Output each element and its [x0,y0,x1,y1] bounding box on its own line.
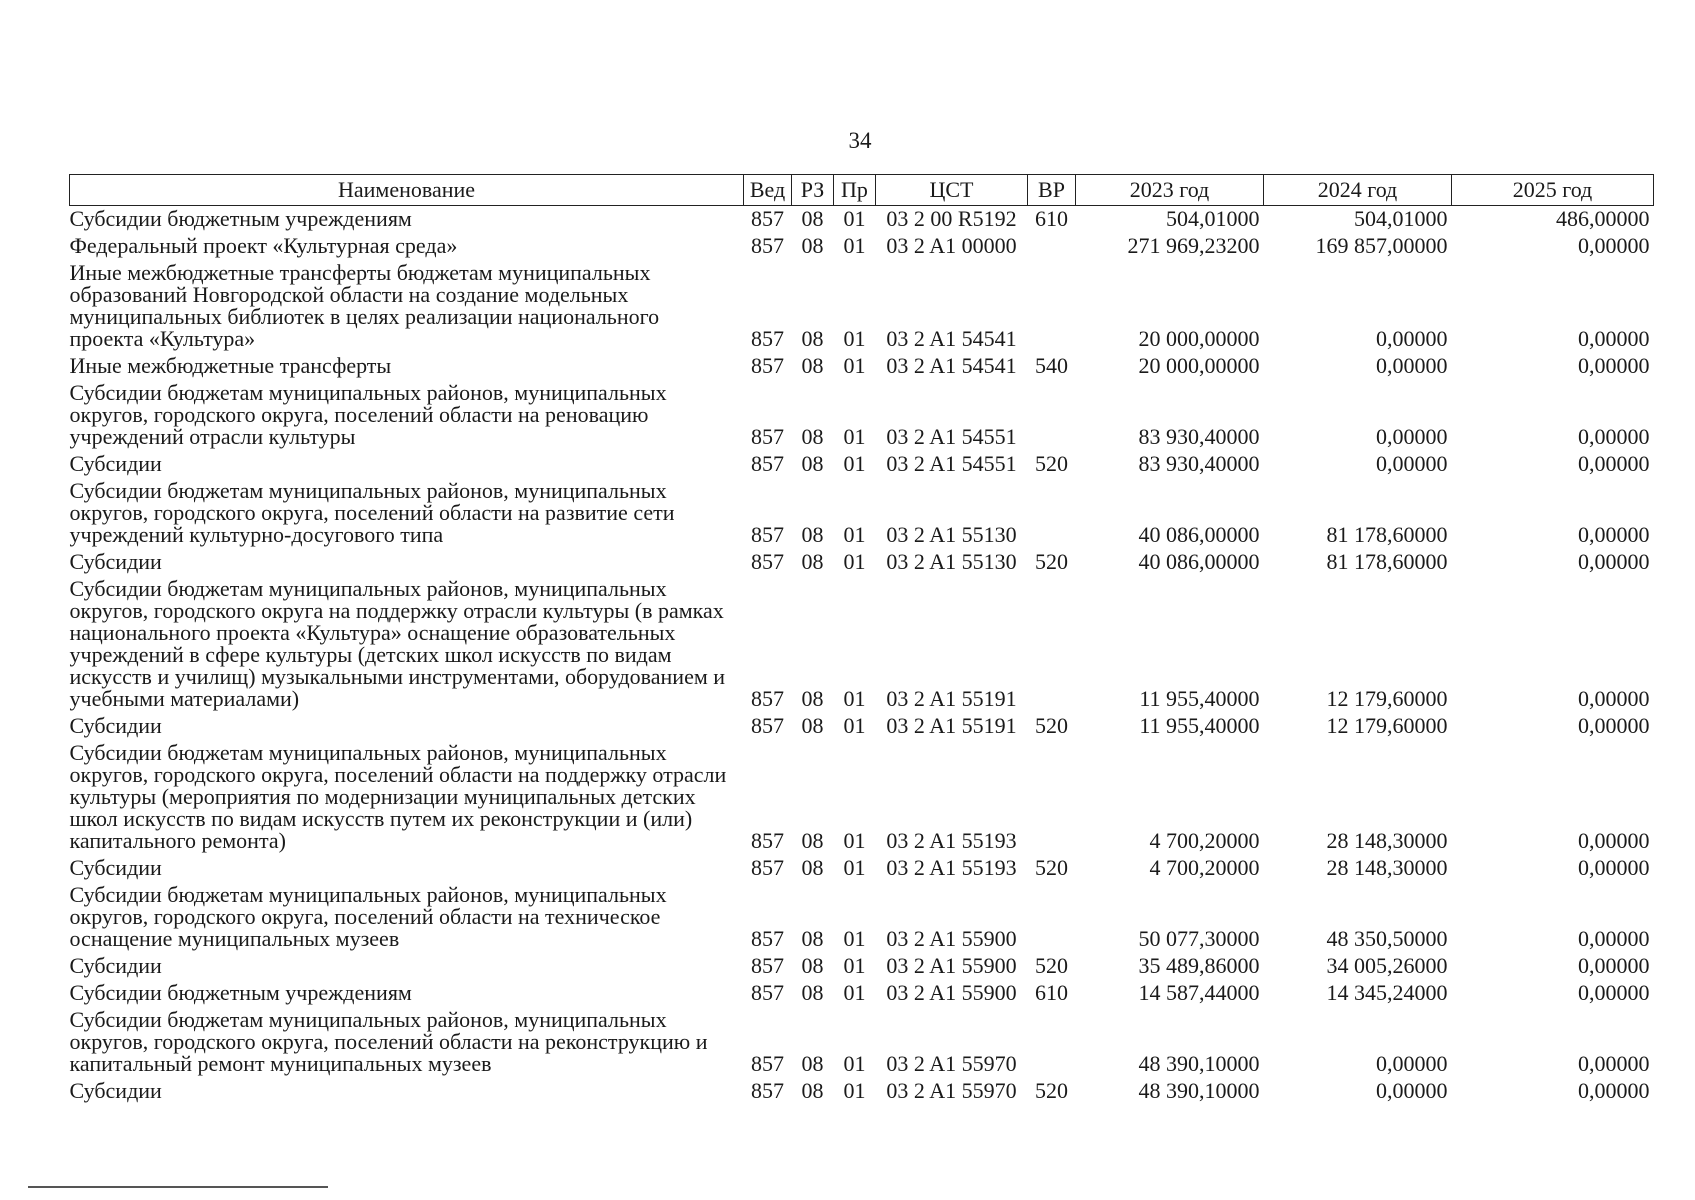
cell-name: Субсидии [69,855,162,880]
cell-2023: 20 000,00000 [1138,326,1260,351]
cell-2023: 504,01000 [1166,206,1260,231]
cell-pr: 01 [843,206,866,231]
table-row [70,980,1654,1007]
table-row [70,855,1654,882]
cell-name: Субсидии [69,1078,162,1103]
cell-pr: 01 [843,713,866,738]
cell-name: Субсидии [69,713,162,738]
header-2023: 2023 год [1076,175,1264,206]
cell-ved: 857 [751,549,784,574]
cell-name: Субсидии бюджетам муниципальных районов, муниципальных округов, городского округа, поселений области на поддержку отрасли культуры (мероприятия по модернизации муниципальных детских школ искусств по видам искусств путем их реконструкции и (или) капитального ремонта) [69,740,727,853]
cell-2024: 48 350,50000 [1326,926,1448,951]
cell-rz: 08 [801,424,824,449]
table-body [70,206,1654,1106]
cell-2023: 83 930,40000 [1138,451,1260,476]
cell-2024: 504,01000 [1354,206,1448,231]
cell-ved: 857 [751,1051,784,1076]
cell-rz: 08 [801,686,824,711]
cell-vr: 520 [1035,953,1068,978]
header-name: Наименование [70,175,744,206]
cell-name: Субсидии [69,549,162,574]
table-row [70,1007,1654,1078]
cell-vr: 520 [1035,1078,1068,1103]
table-row [70,451,1654,478]
table-row [70,206,1654,234]
cell-2024: 28 148,30000 [1326,828,1448,853]
cell-2025: 0,00000 [1578,353,1650,378]
cell-cst: 03 2 A1 00000 [886,233,1017,258]
header-2025: 2025 год [1452,175,1654,206]
cell-cst: 03 2 A1 55900 [886,953,1017,978]
cell-2024: 81 178,60000 [1326,549,1448,574]
cell-name: Субсидии бюджетам муниципальных районов, муниципальных округов, городского округа, поселений области на реконструкцию и капитальный ремонт муниципальных музеев [69,1007,708,1076]
cell-2025: 0,00000 [1578,980,1650,1005]
cell-rz: 08 [801,206,824,231]
cell-pr: 01 [843,326,866,351]
cell-rz: 08 [801,1051,824,1076]
table-row [70,260,1654,353]
cell-2025: 0,00000 [1578,713,1650,738]
cell-cst: 03 2 A1 55191 [886,713,1017,738]
cell-ved: 857 [751,980,784,1005]
cell-cst: 03 2 A1 55900 [886,980,1017,1005]
cell-2025: 0,00000 [1578,855,1650,880]
cell-rz: 08 [801,326,824,351]
cell-name: Субсидии бюджетам муниципальных районов, муниципальных округов, городского округа на поддержку отрасли культуры (в рамках национального проекта «Культура» оснащение образовательных учреждений в сфере культуры (детских школ искусств по видам искусств и училищ) музыкальными инструментами, оборудованием и учебными материалами) [69,576,726,711]
cell-2024: 0,00000 [1376,326,1448,351]
cell-2024: 0,00000 [1376,1051,1448,1076]
cell-vr: 520 [1035,713,1068,738]
cell-pr: 01 [843,686,866,711]
cell-2024: 12 179,60000 [1326,686,1448,711]
cell-2023: 40 086,00000 [1138,522,1260,547]
cell-2025: 0,00000 [1578,522,1650,547]
cell-2025: 0,00000 [1578,1051,1650,1076]
cell-pr: 01 [843,855,866,880]
cell-pr: 01 [843,233,866,258]
cell-cst: 03 2 A1 55193 [886,828,1017,853]
cell-2023: 4 700,20000 [1149,828,1260,853]
cell-cst: 03 2 A1 55191 [886,686,1017,711]
cell-rz: 08 [801,828,824,853]
footer-divider [28,1186,328,1188]
cell-2023: 20 000,00000 [1138,353,1260,378]
cell-vr [1028,233,1076,260]
cell-pr: 01 [843,1078,866,1103]
cell-2024: 0,00000 [1376,1078,1448,1103]
table-row [70,882,1654,953]
cell-2025: 0,00000 [1578,1078,1650,1103]
cell-2023: 50 077,30000 [1138,926,1260,951]
table-row [70,1078,1654,1105]
table-row [70,953,1654,980]
cell-cst: 03 2 A1 54551 [886,451,1017,476]
cell-vr: 540 [1035,353,1068,378]
cell-2025: 0,00000 [1578,926,1650,951]
cell-ved: 857 [751,326,784,351]
cell-pr: 01 [843,953,866,978]
cell-rz: 08 [801,522,824,547]
cell-name: Субсидии бюджетным учреждениям [69,206,412,231]
cell-2023: 48 390,10000 [1138,1051,1260,1076]
cell-2025: 486,00000 [1556,206,1650,231]
cell-cst: 03 2 00 R5192 [886,206,1017,231]
cell-rz: 08 [801,713,824,738]
cell-rz: 08 [801,926,824,951]
cell-name: Иные межбюджетные трансферты бюджетам муниципальных образований Новгородской области на создание модельных муниципальных библиотек в целях реализации национального проекта «Культура» [69,260,660,351]
cell-2025: 0,00000 [1578,326,1650,351]
cell-cst: 03 2 A1 55193 [886,855,1017,880]
cell-name: Субсидии бюджетам муниципальных районов, муниципальных округов, городского округа, поселений области на техническое оснащение муниципальных музеев [69,882,667,951]
cell-2023: 11 955,40000 [1139,713,1260,738]
cell-vr: 520 [1035,855,1068,880]
cell-pr: 01 [843,522,866,547]
cell-rz: 08 [801,451,824,476]
cell-pr: 01 [843,353,866,378]
cell-vr [1028,882,1076,953]
cell-pr: 01 [843,926,866,951]
cell-ved: 857 [751,828,784,853]
cell-vr [1028,478,1076,549]
cell-vr [1028,380,1076,451]
cell-rz: 08 [801,233,824,258]
cell-2024: 28 148,30000 [1326,855,1448,880]
table-row [70,353,1654,380]
cell-name: Субсидии [69,953,162,978]
cell-ved: 857 [751,206,784,231]
cell-rz: 08 [801,1078,824,1103]
cell-2023: 271 969,23200 [1127,233,1260,258]
cell-2024: 0,00000 [1376,424,1448,449]
cell-2023: 11 955,40000 [1139,686,1260,711]
cell-2025: 0,00000 [1578,233,1650,258]
table-row [70,576,1654,713]
cell-cst: 03 2 A1 54541 [886,353,1017,378]
header-pr: Пр [834,175,876,206]
cell-2023: 4 700,20000 [1149,855,1260,880]
cell-2025: 0,00000 [1578,424,1650,449]
cell-ved: 857 [751,926,784,951]
cell-cst: 03 2 A1 55130 [886,549,1017,574]
cell-cst: 03 2 A1 55130 [886,522,1017,547]
cell-rz: 08 [801,549,824,574]
cell-pr: 01 [843,828,866,853]
cell-2024: 0,00000 [1376,451,1448,476]
cell-ved: 857 [751,855,784,880]
cell-vr: 610 [1035,206,1068,231]
budget-table [69,174,1654,1105]
header-cst: ЦСТ [876,175,1028,206]
table-row [70,740,1654,855]
cell-vr: 610 [1035,980,1068,1005]
table-row [70,549,1654,576]
cell-ved: 857 [751,953,784,978]
cell-2024: 14 345,24000 [1326,980,1448,1005]
cell-name: Субсидии бюджетным учреждениям [69,980,412,1005]
cell-ved: 857 [751,713,784,738]
table-row [70,478,1654,549]
cell-pr: 01 [843,549,866,574]
cell-name: Субсидии бюджетам муниципальных районов, муниципальных округов, городского округа, поселений области на реновацию учреждений отрасли культуры [69,380,667,449]
table-row [70,713,1654,740]
cell-2025: 0,00000 [1578,953,1650,978]
cell-2025: 0,00000 [1578,828,1650,853]
page-number: 34 [848,128,872,153]
cell-pr: 01 [843,451,866,476]
cell-vr [1028,1007,1076,1078]
cell-name: Иные межбюджетные трансферты [69,353,392,378]
cell-cst: 03 2 A1 55970 [886,1078,1017,1103]
cell-cst: 03 2 A1 55970 [886,1051,1017,1076]
cell-vr: 520 [1035,549,1068,574]
cell-ved: 857 [751,1078,784,1103]
table-row [70,380,1654,451]
cell-2024: 12 179,60000 [1326,713,1448,738]
header-rz: РЗ [792,175,834,206]
cell-2024: 81 178,60000 [1326,522,1448,547]
cell-2024: 169 857,00000 [1315,233,1448,258]
cell-pr: 01 [843,424,866,449]
cell-vr [1028,260,1076,353]
cell-cst: 03 2 A1 55900 [886,926,1017,951]
cell-2025: 0,00000 [1578,451,1650,476]
cell-name: Федеральный проект «Культурная среда» [69,233,458,258]
cell-2025: 0,00000 [1578,686,1650,711]
cell-cst: 03 2 A1 54551 [886,424,1017,449]
cell-rz: 08 [801,353,824,378]
cell-2023: 48 390,10000 [1138,1078,1260,1103]
header-2024: 2024 год [1264,175,1452,206]
cell-name: Субсидии [69,451,162,476]
cell-rz: 08 [801,855,824,880]
cell-ved: 857 [751,522,784,547]
cell-pr: 01 [843,980,866,1005]
cell-name: Субсидии бюджетам муниципальных районов, муниципальных округов, городского округа, поселений области на развитие сети учреждений культурно-досугового типа [69,478,675,547]
cell-vr [1028,740,1076,855]
cell-ved: 857 [751,353,784,378]
cell-ved: 857 [751,424,784,449]
cell-rz: 08 [801,980,824,1005]
cell-vr: 520 [1035,451,1068,476]
table-header [70,175,1654,206]
header-vr: ВР [1028,175,1076,206]
cell-cst: 03 2 A1 54541 [886,326,1017,351]
cell-2023: 83 930,40000 [1138,424,1260,449]
cell-2023: 40 086,00000 [1138,549,1260,574]
cell-ved: 857 [751,233,784,258]
cell-2023: 14 587,44000 [1138,980,1260,1005]
cell-ved: 857 [751,686,784,711]
cell-2025: 0,00000 [1578,549,1650,574]
cell-vr [1028,576,1076,713]
cell-rz: 08 [801,953,824,978]
header-ved: Вед [744,175,792,206]
cell-2024: 0,00000 [1376,353,1448,378]
cell-2024: 34 005,26000 [1326,953,1448,978]
table-row [70,233,1654,260]
cell-pr: 01 [843,1051,866,1076]
cell-ved: 857 [751,451,784,476]
cell-2023: 35 489,86000 [1138,953,1260,978]
